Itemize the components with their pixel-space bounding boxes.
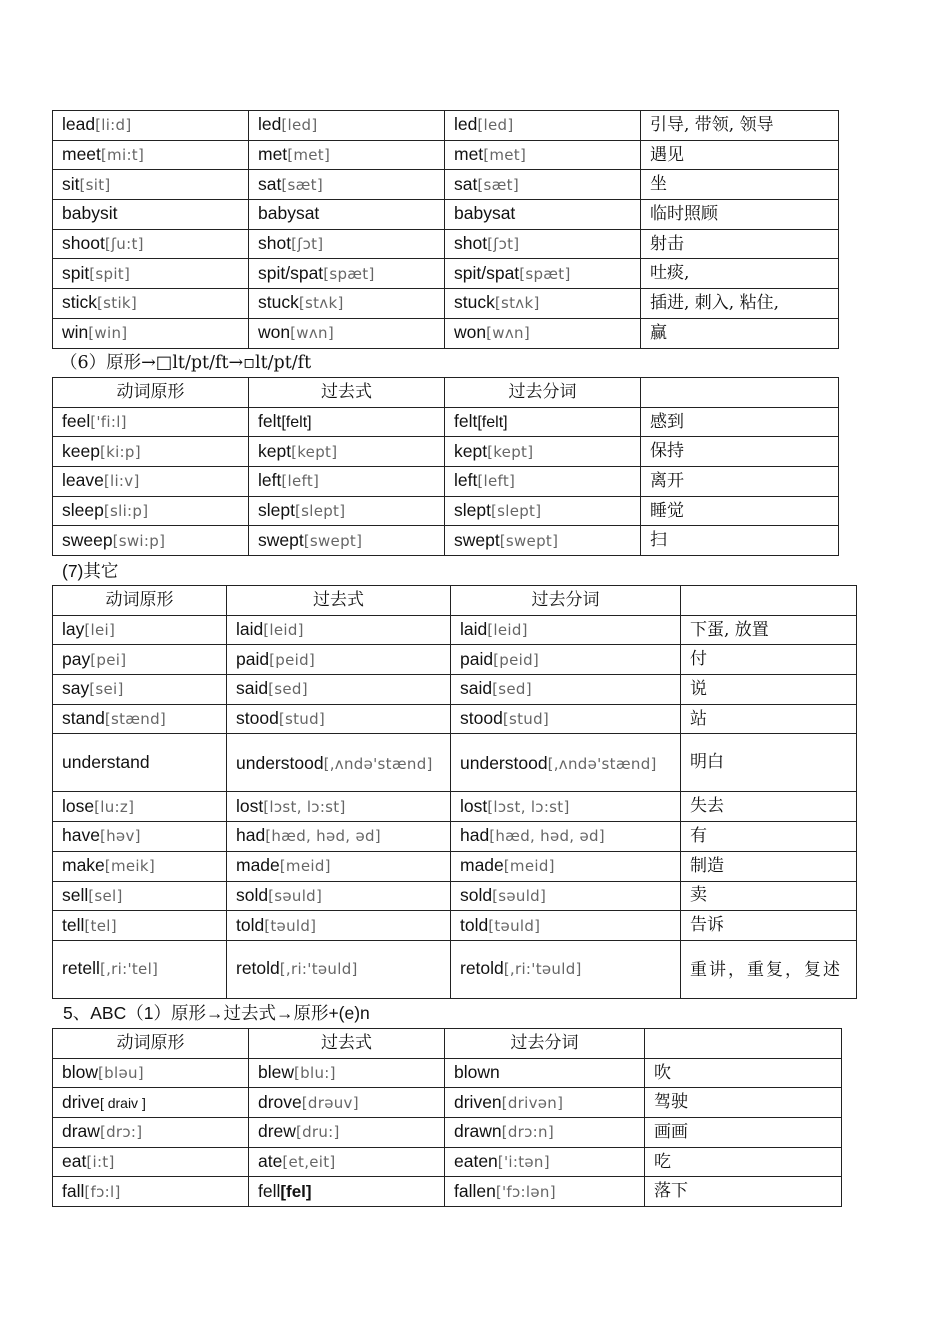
header-row [53, 1029, 842, 1059]
base-cell: say[sei] [53, 675, 227, 705]
pp-cell: lost[lɔst, lɔ:st] [451, 792, 681, 822]
table-row [53, 407, 839, 437]
base-cell: sleep[sli:p] [53, 496, 249, 526]
pp-cell: won[wʌn] [445, 318, 641, 348]
header-row [53, 586, 857, 616]
meaning-cell: 感到 [641, 407, 839, 437]
table-row [53, 1118, 842, 1148]
meaning-cell: 吐痰, [641, 259, 839, 289]
table-row [53, 1058, 842, 1088]
header-meaning [641, 378, 839, 408]
meaning-cell: 睡觉 [641, 496, 839, 526]
header-past: 过去式 [227, 586, 451, 616]
pp-cell: blown [445, 1058, 645, 1088]
past-cell: had[hæd, həd, əd] [227, 822, 451, 852]
meaning-cell: 驾驶 [645, 1088, 842, 1118]
table-row [53, 1088, 842, 1118]
meaning-cell: 吃 [645, 1147, 842, 1177]
table-row [53, 940, 857, 998]
past-cell: drew[dru:] [249, 1118, 445, 1148]
past-cell: lost[lɔst, lɔ:st] [227, 792, 451, 822]
meaning-cell: 画画 [645, 1118, 842, 1148]
past-cell: babysat [249, 200, 445, 230]
base-cell: lead[li:d] [53, 111, 249, 141]
table-row [53, 289, 839, 319]
meaning-cell: 制造 [681, 851, 857, 881]
past-cell: blew[blu:] [249, 1058, 445, 1088]
base-cell: keep[ki:p] [53, 437, 249, 467]
meaning-cell: 坐 [641, 170, 839, 200]
table-row [53, 645, 857, 675]
meaning-cell: 离开 [641, 467, 839, 497]
past-cell: told[təuld] [227, 911, 451, 941]
pp-cell: driven[drivən] [445, 1088, 645, 1118]
pp-cell: paid[peid] [451, 645, 681, 675]
pp-cell: felt[felt] [445, 407, 641, 437]
past-cell: left[left] [249, 467, 445, 497]
past-cell: fell[fel] [249, 1177, 445, 1207]
verb-table-1 [52, 110, 839, 349]
pp-cell: spit/spat[spæt] [445, 259, 641, 289]
header-past: 过去式 [249, 378, 445, 408]
past-cell: sat[sæt] [249, 170, 445, 200]
meaning-cell: 落下 [645, 1177, 842, 1207]
past-cell: retold[,ri:'təuld] [227, 940, 451, 998]
pp-cell: left[left] [445, 467, 641, 497]
meaning-cell: 保持 [641, 437, 839, 467]
table-row [53, 704, 857, 734]
meaning-cell: 明白 [681, 734, 857, 792]
base-cell: drive[ draiv ] [53, 1088, 249, 1118]
table-row [53, 851, 857, 881]
table-row [53, 170, 839, 200]
meaning-cell: 临时照顾 [641, 200, 839, 230]
past-cell: shot[ʃɔt] [249, 229, 445, 259]
header-pp: 过去分词 [451, 586, 681, 616]
base-cell: babysit [53, 200, 249, 230]
table-row [53, 318, 839, 348]
table-row [53, 911, 857, 941]
section-6-heading: （6）原形→□lt/pt/ft→▫lt/pt/ft [60, 353, 312, 373]
meaning-cell: 有 [681, 822, 857, 852]
meaning-cell: 失去 [681, 792, 857, 822]
pp-cell: drawn[drɔ:n] [445, 1118, 645, 1148]
header-base: 动词原形 [53, 586, 227, 616]
past-cell: made[meid] [227, 851, 451, 881]
meaning-cell: 遇见 [641, 140, 839, 170]
header-pp: 过去分词 [445, 378, 641, 408]
past-cell: won[wʌn] [249, 318, 445, 348]
past-cell: paid[peid] [227, 645, 451, 675]
table-row [53, 526, 839, 556]
verb-table-section-7 [52, 585, 857, 999]
base-cell: draw[drɔ:] [53, 1118, 249, 1148]
table-row [53, 467, 839, 497]
base-cell: spit[spit] [53, 259, 249, 289]
table-row [53, 259, 839, 289]
table-row [53, 1147, 842, 1177]
meaning-cell: 赢 [641, 318, 839, 348]
verb-table-section-5 [52, 1028, 842, 1207]
pp-cell: swept[swept] [445, 526, 641, 556]
pp-cell: met[met] [445, 140, 641, 170]
header-meaning [681, 586, 857, 616]
meaning-cell: 站 [681, 704, 857, 734]
meaning-cell: 下蛋, 放置 [681, 615, 857, 645]
base-cell: stand[stænd] [53, 704, 227, 734]
table-row [53, 822, 857, 852]
header-base: 动词原形 [53, 1029, 249, 1059]
past-cell: ate[et,eit] [249, 1147, 445, 1177]
meaning-cell: 扫 [641, 526, 839, 556]
meaning-cell: 引导, 带领, 领导 [641, 111, 839, 141]
section-7-heading: (7)其它 [62, 561, 119, 581]
table-row [53, 496, 839, 526]
pp-cell: retold[,ri:'təuld] [451, 940, 681, 998]
header-base: 动词原形 [53, 378, 249, 408]
past-cell: swept[swept] [249, 526, 445, 556]
base-cell: blow[bləu] [53, 1058, 249, 1088]
pp-cell: told[təuld] [451, 911, 681, 941]
base-cell: leave[li:v] [53, 467, 249, 497]
pp-cell: made[meid] [451, 851, 681, 881]
past-cell: spit/spat[spæt] [249, 259, 445, 289]
table-row [53, 792, 857, 822]
past-cell: stood[stud] [227, 704, 451, 734]
header-pp: 过去分词 [445, 1029, 645, 1059]
pp-cell: sat[sæt] [445, 170, 641, 200]
base-cell: tell[tel] [53, 911, 227, 941]
pp-cell: eaten['i:tən] [445, 1147, 645, 1177]
pp-cell: stood[stud] [451, 704, 681, 734]
meaning-cell: 付 [681, 645, 857, 675]
base-cell: stick[stik] [53, 289, 249, 319]
base-cell: feel['fi:l] [53, 407, 249, 437]
past-cell: met[met] [249, 140, 445, 170]
pp-cell: led[led] [445, 111, 641, 141]
base-cell: pay[pei] [53, 645, 227, 675]
table-row [53, 1177, 842, 1207]
table-row [53, 229, 839, 259]
table-row [53, 734, 857, 792]
pp-cell: kept[kept] [445, 437, 641, 467]
base-cell: fall[fɔ:l] [53, 1177, 249, 1207]
table-row [53, 615, 857, 645]
base-cell: understand [53, 734, 227, 792]
base-cell: sweep[swi:p] [53, 526, 249, 556]
meaning-cell: 吹 [645, 1058, 842, 1088]
table-row [53, 200, 839, 230]
past-cell: slept[slept] [249, 496, 445, 526]
past-cell: drove[drəuv] [249, 1088, 445, 1118]
past-cell: stuck[stʌk] [249, 289, 445, 319]
past-cell: led[led] [249, 111, 445, 141]
past-cell: kept[kept] [249, 437, 445, 467]
table-row [53, 675, 857, 705]
table-row [53, 140, 839, 170]
pp-cell: shot[ʃɔt] [445, 229, 641, 259]
past-cell: laid[leid] [227, 615, 451, 645]
base-cell: have[həv] [53, 822, 227, 852]
pp-cell: understood[,ʌndə'stænd] [451, 734, 681, 792]
meaning-cell: 卖 [681, 881, 857, 911]
base-cell: sell[sel] [53, 881, 227, 911]
meaning-cell: 射击 [641, 229, 839, 259]
verb-table-section-6 [52, 377, 839, 556]
table-row [53, 881, 857, 911]
past-cell: said[sed] [227, 675, 451, 705]
meaning-cell: 告诉 [681, 911, 857, 941]
table-row [53, 111, 839, 141]
pp-cell: said[sed] [451, 675, 681, 705]
past-cell: felt[felt] [249, 407, 445, 437]
base-cell: shoot[ʃu:t] [53, 229, 249, 259]
header-row [53, 378, 839, 408]
base-cell: retell[,ri:'tel] [53, 940, 227, 998]
table-row [53, 437, 839, 467]
base-cell: make[meik] [53, 851, 227, 881]
pp-cell: sold[səuld] [451, 881, 681, 911]
past-cell: sold[səuld] [227, 881, 451, 911]
meaning-cell: 说 [681, 675, 857, 705]
meaning-cell: 重讲，重复，复述 [681, 940, 857, 998]
base-cell: eat[i:t] [53, 1147, 249, 1177]
base-cell: lose[lu:z] [53, 792, 227, 822]
pp-cell: fallen['fɔ:lən] [445, 1177, 645, 1207]
pp-cell: stuck[stʌk] [445, 289, 641, 319]
base-cell: meet[mi:t] [53, 140, 249, 170]
pp-cell: laid[leid] [451, 615, 681, 645]
section-5-heading: 5、ABC（1）原形→过去式→原形+(e)n [63, 1003, 370, 1023]
past-cell: understood[,ʌndə'stænd] [227, 734, 451, 792]
base-cell: sit[sit] [53, 170, 249, 200]
pp-cell: babysat [445, 200, 641, 230]
base-cell: win[win] [53, 318, 249, 348]
base-cell: lay[lei] [53, 615, 227, 645]
pp-cell: had[hæd, həd, əd] [451, 822, 681, 852]
header-past: 过去式 [249, 1029, 445, 1059]
meaning-cell: 插进, 刺入, 粘住, [641, 289, 839, 319]
header-meaning [645, 1029, 842, 1059]
pp-cell: slept[slept] [445, 496, 641, 526]
